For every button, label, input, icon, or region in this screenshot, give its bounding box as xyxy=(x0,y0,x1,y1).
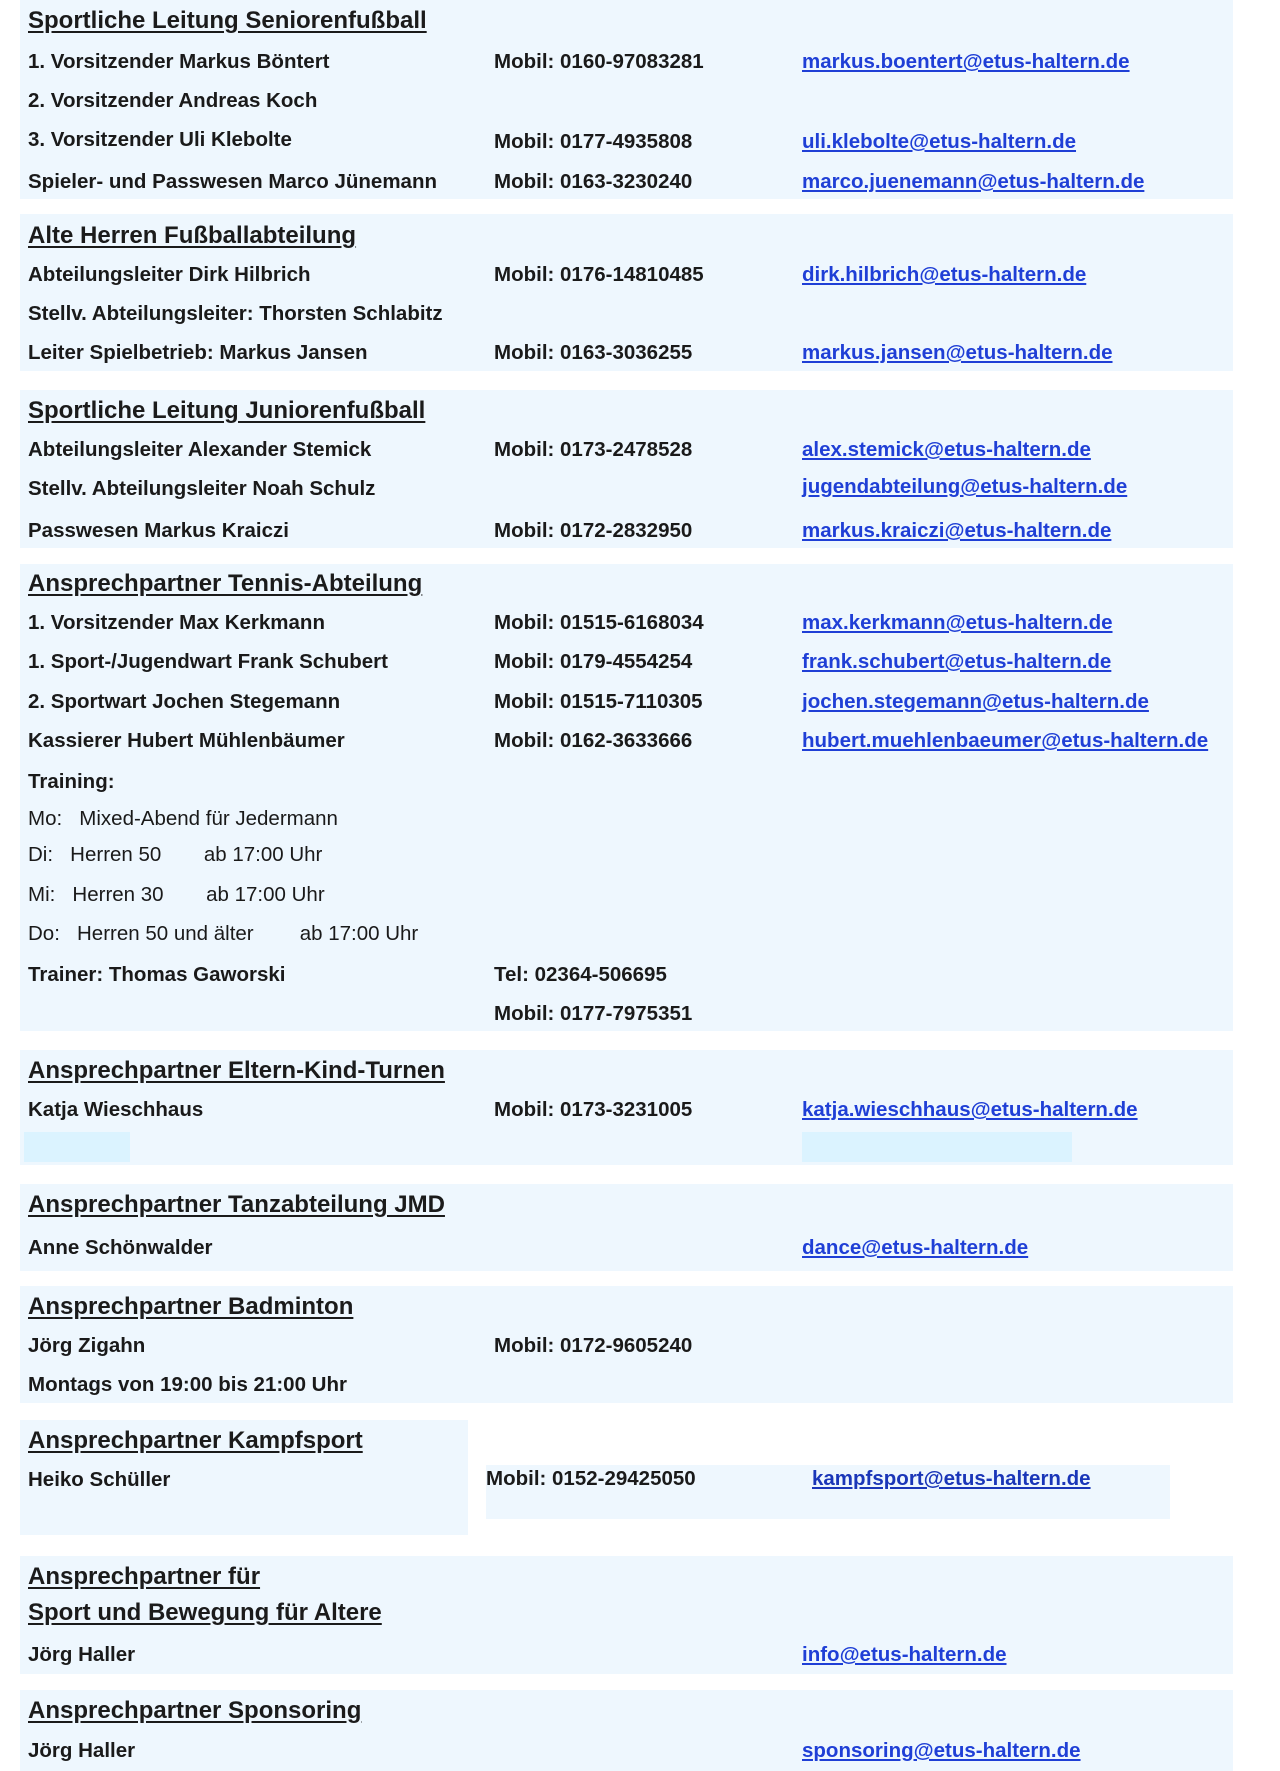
contact-name: Anne Schönwalder xyxy=(28,1236,213,1259)
contact-phone: Mobil: 0163-3036255 xyxy=(494,341,693,364)
contact-email-link[interactable]: frank.schubert@etus-haltern.de xyxy=(802,650,1112,673)
training-group: Herren 50 und älter xyxy=(77,922,254,945)
section-title-tennis: Ansprechpartner Tennis-Abteilung xyxy=(28,570,423,597)
contact-email-link[interactable]: dance@etus-haltern.de xyxy=(802,1236,1029,1259)
section-title-aeltere-line1: Ansprechpartner für xyxy=(28,1563,261,1590)
training-row xyxy=(28,883,325,907)
trainer-name: Trainer: Thomas Gaworski xyxy=(28,963,286,986)
section-title-senioren: Sportliche Leitung Seniorenfußball xyxy=(28,7,427,34)
highlight-block xyxy=(802,1132,1072,1162)
contact-name: Leiter Spielbetrieb: Markus Jansen xyxy=(28,341,368,364)
contact-name: Kassierer Hubert Mühlenbäumer xyxy=(28,729,345,752)
highlight-block xyxy=(24,1132,130,1162)
section-title-kampfsport: Ansprechpartner Kampfsport xyxy=(28,1427,363,1454)
training-time: ab 17:00 Uhr xyxy=(299,922,419,945)
section-title-elternkind: Ansprechpartner Eltern-Kind-Turnen xyxy=(28,1057,445,1084)
contact-phone: Mobil: 01515-7110305 xyxy=(494,690,703,713)
training-group: Herren 30 xyxy=(72,883,164,906)
training-row xyxy=(28,843,322,867)
contact-phone: Mobil: 0163-3230240 xyxy=(494,170,693,193)
training-row xyxy=(28,922,418,946)
training-day: Do: xyxy=(28,922,60,945)
contact-email-link[interactable]: max.kerkmann@etus-haltern.de xyxy=(802,611,1113,634)
contact-email-link[interactable]: alex.stemick@etus-haltern.de xyxy=(802,438,1091,461)
training-row xyxy=(28,807,338,831)
contact-email-link[interactable]: jugendabteilung@etus-haltern.de xyxy=(802,475,1128,498)
contact-name: 1. Vorsitzender Max Kerkmann xyxy=(28,611,325,634)
contact-name: Jörg Zigahn xyxy=(28,1334,146,1357)
contact-phone: Mobil: 0173-2478528 xyxy=(494,438,693,461)
contact-name: Jörg Haller xyxy=(28,1643,136,1666)
contact-phone: Mobil: 0179-4554254 xyxy=(494,650,693,673)
trainer-mobil: Mobil: 0177-7975351 xyxy=(494,1002,693,1025)
contact-phone: Mobil: 0160-97083281 xyxy=(494,50,704,73)
contact-phone: Mobil: 0172-9605240 xyxy=(494,1334,693,1357)
training-day: Mo: xyxy=(28,807,63,830)
contact-name: Spieler- und Passwesen Marco Jünemann xyxy=(28,170,437,193)
contact-email-link[interactable]: katja.wieschhaus@etus-haltern.de xyxy=(802,1098,1138,1121)
contact-name: Stellv. Abteilungsleiter Noah Schulz xyxy=(28,477,376,500)
section-title-tanz: Ansprechpartner Tanzabteilung JMD xyxy=(28,1191,445,1218)
training-group: Herren 50 xyxy=(70,843,162,866)
contact-email-link[interactable]: info@etus-haltern.de xyxy=(802,1643,1007,1666)
contact-phone: Mobil: 0177-4935808 xyxy=(494,130,693,153)
contact-phone: Mobil: 0152-29425050 xyxy=(486,1467,696,1490)
contact-email-link[interactable]: marco.juenemann@etus-haltern.de xyxy=(802,170,1145,193)
training-time: ab 17:00 Uhr xyxy=(206,883,325,906)
contact-email-link[interactable]: kampfsport@etus-haltern.de xyxy=(812,1467,1091,1490)
section-title-badminton: Ansprechpartner Badminton xyxy=(28,1293,354,1320)
section-title-aeltere-line2: Sport und Bewegung für Altere xyxy=(28,1599,382,1626)
contact-name: Jörg Haller xyxy=(28,1739,136,1762)
contact-name: Heiko Schüller xyxy=(28,1468,171,1491)
section-title-alteherren: Alte Herren Fußballabteilung xyxy=(28,222,357,249)
contact-name: Abteilungsleiter Alexander Stemick xyxy=(28,438,372,461)
contact-phone: Mobil: 0172-2832950 xyxy=(494,519,693,542)
contact-name: 2. Sportwart Jochen Stegemann xyxy=(28,690,341,713)
training-day: Mi: xyxy=(28,883,56,906)
contact-name: Stellv. Abteilungsleiter: Thorsten Schlabitz xyxy=(28,302,443,325)
contact-name: Passwesen Markus Kraiczi xyxy=(28,519,289,542)
contact-email-link[interactable]: hubert.muehlenbaeumer@etus-haltern.de xyxy=(802,729,1209,752)
contact-name: 1. Vorsitzender Markus Böntert xyxy=(28,50,330,73)
trainer-tel: Tel: 02364-506695 xyxy=(494,963,667,986)
contact-email-link[interactable]: dirk.hilbrich@etus-haltern.de xyxy=(802,263,1087,286)
contact-email-link[interactable]: sponsoring@etus-haltern.de xyxy=(802,1739,1081,1762)
section-title-sponsoring: Ansprechpartner Sponsoring xyxy=(28,1697,362,1724)
contact-phone: Mobil: 0173-3231005 xyxy=(494,1098,693,1121)
contact-name: 3. Vorsitzender Uli Klebolte xyxy=(28,128,292,151)
contact-email-link[interactable]: markus.jansen@etus-haltern.de xyxy=(802,341,1113,364)
training-day: Di: xyxy=(28,843,54,866)
section-title-junioren: Sportliche Leitung Juniorenfußball xyxy=(28,397,426,424)
contact-phone: Mobil: 0162-3633666 xyxy=(494,729,693,752)
contact-name: 2. Vorsitzender Andreas Koch xyxy=(28,89,318,112)
contact-name: Abteilungsleiter Dirk Hilbrich xyxy=(28,263,311,286)
contact-name: Katja Wieschhaus xyxy=(28,1098,204,1121)
contact-email-link[interactable]: markus.boentert@etus-haltern.de xyxy=(802,50,1130,73)
training-times: Montags von 19:00 bis 21:00 Uhr xyxy=(28,1373,347,1396)
contact-phone: Mobil: 0176-14810485 xyxy=(494,263,704,286)
contact-email-link[interactable]: uli.klebolte@etus-haltern.de xyxy=(802,130,1077,153)
contact-email-link[interactable]: markus.kraiczi@etus-haltern.de xyxy=(802,519,1112,542)
training-label: Training: xyxy=(28,770,115,793)
contact-phone: Mobil: 01515-6168034 xyxy=(494,611,704,634)
contact-name: 1. Sport-/Jugendwart Frank Schubert xyxy=(28,650,388,673)
contact-email-link[interactable]: jochen.stegemann@etus-haltern.de xyxy=(802,690,1149,713)
training-time: ab 17:00 Uhr xyxy=(203,843,323,866)
training-group: Mixed-Abend für Jedermann xyxy=(79,807,338,830)
